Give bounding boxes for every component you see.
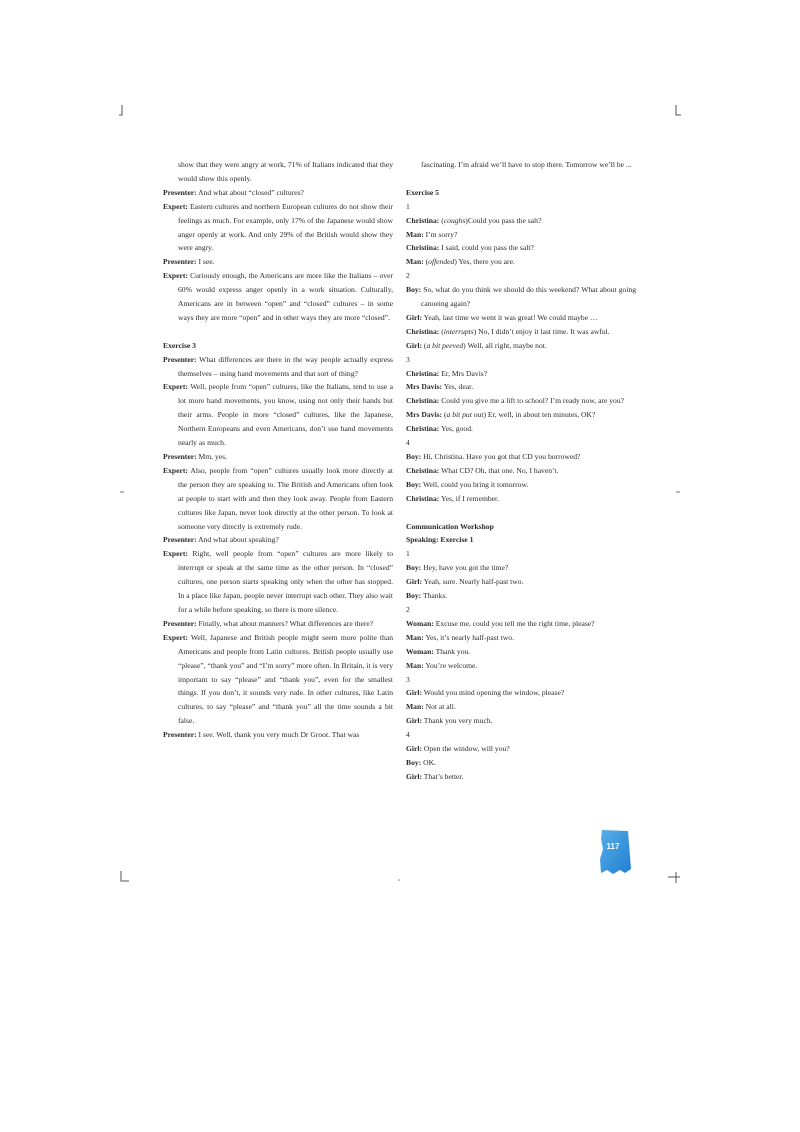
speaker-label: Woman:: [406, 646, 434, 656]
dialogue-text: Excuse me, could you tell me the right time, please?: [433, 618, 595, 628]
speaker-label: Woman:: [406, 618, 434, 628]
item-number: 2: [406, 271, 410, 281]
speaker-label: Presenter:: [163, 618, 197, 628]
dialogue-line: [406, 631, 636, 645]
speaker-label: Presenter:: [163, 452, 197, 462]
page-number: 117: [606, 842, 620, 851]
speaker-label: Presenter:: [163, 730, 197, 740]
speaker-label: Expert:: [163, 382, 188, 392]
dialogue-line: [406, 575, 636, 589]
communication-workshop-heading: Communication Workshop: [406, 521, 494, 531]
speaker-label: Expert:: [163, 201, 188, 211]
stage-direction: a bit peeved: [426, 340, 464, 350]
dialogue-line: [406, 241, 636, 255]
dialogue-text: Thank you very much.: [422, 716, 493, 726]
dialogue-text: Also, people from “open” cultures usually look more directly at the person they are speaking to. The British and Americans often look at people to start with and then they look away. People from Eastern cultures like Japan, never look directly at the other person. To look at someone very directly is extremely rude.: [178, 465, 393, 531]
dialogue-line: [406, 339, 636, 353]
stage-direction: a bit put out: [446, 410, 484, 420]
exercise-3-heading: Exercise 3: [163, 340, 196, 350]
dialogue-text: Yes, dear.: [442, 382, 474, 392]
dialogue-text: You’re welcome.: [423, 660, 478, 670]
dialogue-text: And what about speaking?: [196, 535, 279, 545]
stage-direction: interrupts: [443, 326, 474, 336]
item-number: 1: [406, 201, 410, 211]
dialogue-line: [406, 561, 636, 575]
dialogue-line: [163, 186, 393, 200]
speaker-label: Expert:: [163, 271, 188, 281]
speaker-label: Christina:: [406, 396, 440, 406]
dialogue-line: [406, 700, 636, 714]
dialogue-line: [406, 714, 636, 728]
speaker-label: Girl:: [406, 688, 423, 698]
dialogue-text: What differences are there in the way people actually express themselves – using hand movements and that sort of thing?: [178, 354, 393, 378]
dialogue-text: Yeah, sure. Nearly half-past two.: [422, 577, 524, 587]
dialogue-text: Finally, what about manners? What differences are there?: [196, 618, 374, 628]
speaker-label: Christina:: [406, 326, 440, 336]
crop-mark-top-left: [117, 104, 127, 118]
dialogue-text: And what about “closed” cultures?: [196, 187, 304, 197]
dialogue-line: [163, 353, 393, 381]
speaker-label: Christina:: [406, 215, 440, 225]
dialogue-paren: (: [439, 326, 444, 336]
page-number-badge: [598, 829, 632, 875]
speaker-label: Man:: [406, 702, 424, 712]
speaker-label: Christina:: [406, 243, 440, 253]
dialogue-line: [163, 200, 393, 256]
continued-paragraph: fascinating. I’m afraid we’ll have to stop there. Tomorrow we’ll be ...: [421, 160, 632, 169]
dialogue-line: [406, 450, 636, 464]
dialogue-text: ) Yes, there you are.: [454, 257, 515, 267]
dialogue-text: I said, could you pass the salt?: [439, 243, 534, 253]
dialogue-line: [406, 659, 636, 673]
dialogue-text: Er, Mrs Davis?: [439, 368, 488, 378]
dialogue-text: Would you mind opening the window, please?: [422, 688, 565, 698]
speaker-label: Expert:: [163, 632, 188, 642]
dialogue-line: [163, 255, 393, 269]
dialogue-text: Well, could you bring it tomorrow.: [421, 479, 529, 489]
dialogue-text: That’s better.: [422, 771, 464, 781]
speaker-label: Christina:: [406, 424, 440, 434]
dialogue-paren: (: [442, 410, 447, 420]
dialogue-line: [406, 422, 636, 436]
dialogue-text: OK.: [421, 757, 436, 767]
speaker-label: Girl:: [406, 577, 423, 587]
dialogue-text: What CD? Oh, that one. No, I haven’t.: [439, 465, 559, 475]
dialogue-text: ) Well, all right, maybe not.: [463, 340, 547, 350]
dialogue-line: [406, 255, 636, 269]
registration-tick-left: [119, 490, 125, 494]
speaker-label: Christina:: [406, 368, 440, 378]
speaker-label: Girl:: [406, 771, 423, 781]
dialogue-text: ) Er, well, in about ten minutes, OK?: [483, 410, 596, 420]
dialogue-line: [406, 311, 636, 325]
item-number: 3: [406, 354, 410, 364]
speaker-label: Expert:: [163, 549, 188, 559]
dialogue-line: [406, 464, 636, 478]
speaker-label: Girl:: [406, 716, 423, 726]
dialogue-line: [406, 478, 636, 492]
dialogue-text: Thanks.: [421, 591, 448, 601]
dialogue-text: So, what do you think we should do this weekend? What about going canoeing again?: [421, 285, 636, 309]
speaker-label: Man:: [406, 229, 424, 239]
dialogue-text: Yes, good.: [439, 424, 473, 434]
transcript-right-column: [406, 158, 636, 784]
dialogue-line: [406, 756, 636, 770]
speaker-label: Boy:: [406, 452, 422, 462]
dialogue-line: [406, 408, 636, 422]
dialogue-text: )Could you pass the salt?: [465, 215, 542, 225]
stage-direction: offended: [428, 257, 455, 267]
dialogue-text: I see.: [196, 257, 215, 267]
speaker-label: Boy:: [406, 285, 422, 295]
speaker-label: Expert:: [163, 465, 188, 475]
dialogue-text: Eastern cultures and northern European cultures do not show their feelings as much. For example, only 17% of the Japanese would show anger openly at work. And only 29% of the British would show they were angry.: [178, 201, 393, 253]
crop-mark-bottom-left: [117, 870, 131, 884]
dialogue-line: [406, 589, 636, 603]
speaking-exercise-heading: Speaking: Exercise 1: [406, 535, 474, 545]
speaker-label: Man:: [406, 632, 424, 642]
item-number: 4: [406, 438, 410, 448]
dialogue-text: Hey, have you got the time?: [421, 563, 509, 573]
speaker-label: Girl:: [406, 312, 423, 322]
crop-mark-top-right: [673, 104, 683, 118]
dialogue-line: [163, 380, 393, 450]
speaker-label: Mrs Davis:: [406, 410, 443, 420]
speaker-label: Girl:: [406, 340, 423, 350]
dialogue-line: [163, 533, 393, 547]
transcript-left-column: [163, 158, 393, 742]
stage-direction: coughs: [443, 215, 466, 225]
speaker-label: Presenter:: [163, 187, 197, 197]
dialogue-line: [163, 617, 393, 631]
dialogue-line: [163, 728, 393, 742]
dialogue-text: Yes, it’s nearly half-past two.: [423, 632, 514, 642]
item-number: 2: [406, 604, 410, 614]
dialogue-line: [163, 631, 393, 728]
dialogue-line: [163, 269, 393, 325]
speaker-label: Presenter:: [163, 257, 197, 267]
dialogue-line: [163, 464, 393, 534]
dialogue-text: Not at all.: [423, 702, 456, 712]
dialogue-text: Could you give me a lift to school? I’m ready now, are you?: [439, 396, 625, 406]
dialogue-text: Mm, yes.: [196, 452, 227, 462]
registration-dot-bottom: [397, 878, 401, 882]
dialogue-line: [406, 686, 636, 700]
dialogue-line: [406, 283, 636, 311]
speaker-label: Christina:: [406, 493, 440, 503]
dialogue-text: Yes, if I remember.: [439, 493, 500, 503]
crop-mark-bottom-right: [667, 870, 681, 884]
item-number: 1: [406, 549, 410, 559]
dialogue-line: [406, 380, 636, 394]
dialogue-line: [406, 770, 636, 784]
dialogue-line: [163, 450, 393, 464]
dialogue-text: Open the window, will you?: [422, 744, 510, 754]
speaker-label: Man:: [406, 660, 424, 670]
item-number: 3: [406, 674, 410, 684]
registration-tick-right: [675, 490, 681, 494]
dialogue-line: [406, 325, 636, 339]
dialogue-paren: (: [423, 257, 429, 267]
continued-paragraph: show that they were angry at work, 71% of Italians indicated that they would show this openly.: [178, 160, 393, 183]
dialogue-line: [406, 742, 636, 756]
dialogue-paren: (: [422, 340, 427, 350]
dialogue-line: [406, 617, 636, 631]
speaker-label: Girl:: [406, 744, 423, 754]
speaker-label: Presenter:: [163, 535, 197, 545]
dialogue-line: [163, 547, 393, 617]
speaker-label: Boy:: [406, 563, 422, 573]
dialogue-paren: (: [439, 215, 444, 225]
dialogue-text: I see. Well, thank you very much Dr Groot. That was: [196, 730, 360, 740]
dialogue-text: ) No, I didn’t enjoy it last time. It was awful.: [473, 326, 610, 336]
dialogue-line: [406, 645, 636, 659]
exercise-5-heading: Exercise 5: [406, 187, 439, 197]
speaker-label: Man:: [406, 257, 424, 267]
speaker-label: Presenter:: [163, 354, 197, 364]
speaker-label: Christina:: [406, 465, 440, 475]
dialogue-line: [406, 367, 636, 381]
speaker-label: Mrs Davis:: [406, 382, 443, 392]
dialogue-text: Well, people from “open” cultures, like the Italians, tend to use a lot more hand movements, you know, using not only their hands but their arms. People in more “closed” cultures, like the Japanese, Northern Europeans and even Americans, don’t use hand movements nearly as much.: [178, 382, 393, 448]
dialogue-text: Right, well people from “open” cultures are more likely to interrupt or speak at the same time as the other person. In “closed” cultures, one person starts speaking only when the other has stopped. In a place like Japan, people never interrupt each other. They also wait for a while before speaking, so there is more silence.: [178, 549, 393, 614]
dialogue-text: Well, Japanese and British people might seem more polite than Americans and people from Latin cultures. British people usually use “please”, “thank you” and “I’m sorry” more often. In Britain, it is very important to say “please” and “thank you”, even for the smallest things. If you don’t, it sounds very rude. In other cultures, like Latin cultures, to say “please” and “thank you” all the time sounds a bit false.: [178, 632, 393, 726]
dialogue-line: [406, 228, 636, 242]
dialogue-line: [406, 394, 636, 408]
speaker-label: Boy:: [406, 757, 422, 767]
speaker-label: Boy:: [406, 591, 422, 601]
dialogue-text: Curiously enough, the Americans are more like the Italians – over 60% would express anger openly in a work situation. Culturally, Americans are in between “open” and “closed” cultures – in some ways they are more “open” and in other ways they are more “closed”.: [178, 271, 393, 322]
item-number: 4: [406, 730, 410, 740]
dialogue-text: I’m sorry?: [423, 229, 458, 239]
dialogue-text: Yeah, last time we went it was great! We could maybe …: [422, 312, 598, 322]
dialogue-line: [406, 492, 636, 506]
dialogue-line: [406, 214, 636, 228]
dialogue-text: Thank you.: [433, 646, 471, 656]
speaker-label: Boy:: [406, 479, 422, 489]
dialogue-text: Hi, Christina. Have you got that CD you borrowed?: [421, 452, 581, 462]
